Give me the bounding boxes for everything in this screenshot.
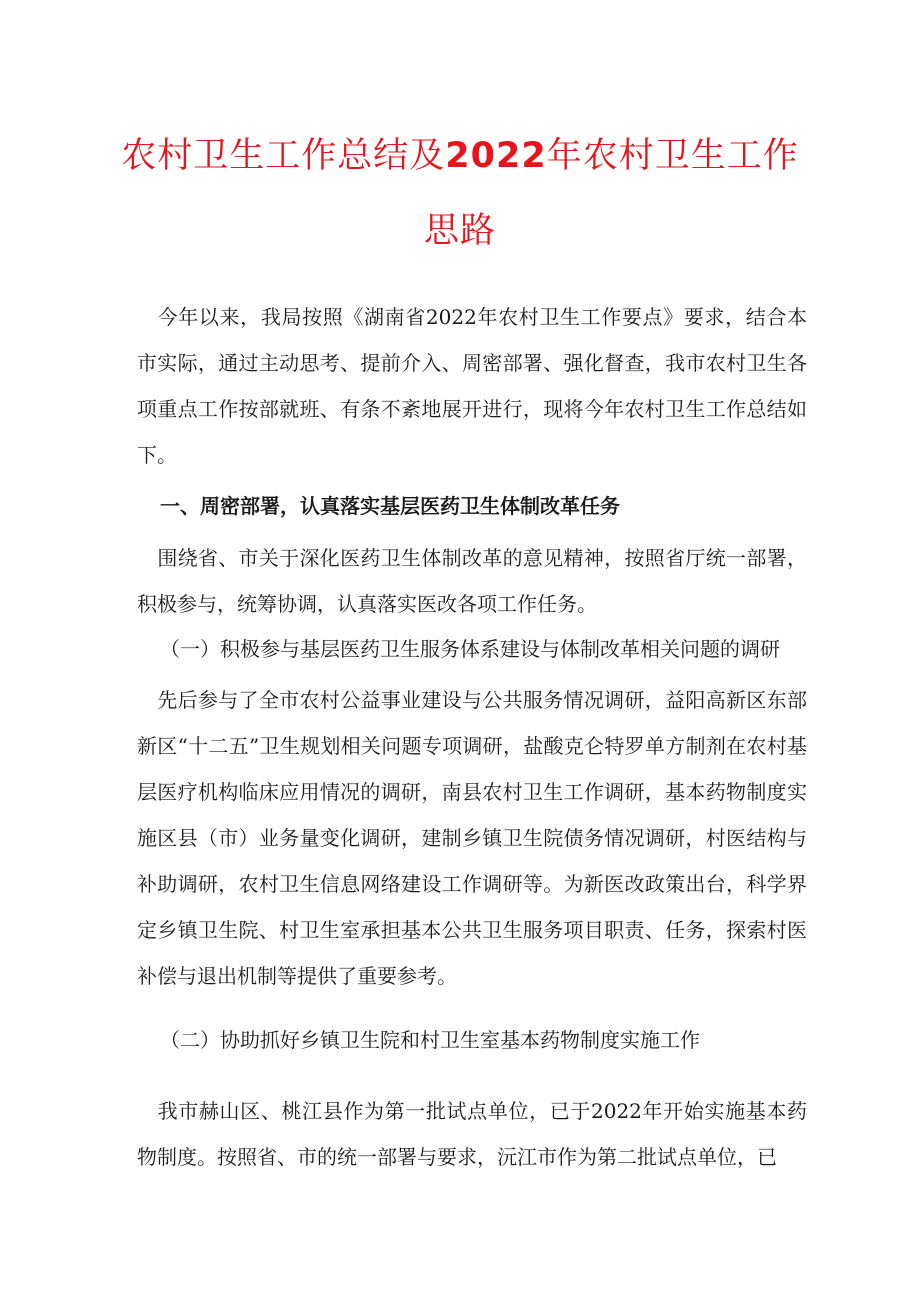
- intro-text: 今年以来，我局按照《湖南省2022年农村卫生工作要点》要求，结合本市实际，通过主动思考、提前介入、周密部署、强化督查，我市农村卫生各项重点工作按部就班、有条不紊地展开进行，现将今年农村卫生工作总结如下。: [137, 305, 807, 467]
- document-title-line-2: 思路: [423, 211, 496, 251]
- intro-paragraph: [137, 294, 807, 478]
- subsection-1-heading: （一）积极参与基层医药卫生服务体系建设与体制改革相关问题的调研: [160, 637, 780, 661]
- section-1-heading: 一、周密部署，认真落实基层医药卫生体制改革任务: [160, 494, 620, 518]
- subsection-2-paragraph: [137, 1088, 807, 1180]
- section-1-paragraph: [137, 535, 807, 627]
- subsection-2-text: 我市赫山区、桃江县作为第一批试点单位，已于2022年开始实施基本药物制度。按照省、市的统一部署与要求，沅江市作为第二批试点单位，已: [137, 1099, 807, 1169]
- subsection-1-text: 先后参与了全市农村公益事业建设与公共服务情况调研，益阳高新区东部新区“十二五”卫生规划相关问题专项调研，盐酸克仑特罗单方制剂在农村基层医疗机构临床应用情况的调研，南县农村卫生工作调研，基本药物制度实施区县（市）业务量变化调研，建制乡镇卫生院债务情况调研，村医结构与补助调研，农村卫生信息网络建设工作调研等。为新医改政策出台，科学界定乡镇卫生院、村卫生室承担基本公共卫生服务项目职责、任务，探索村医补偿与退出机制等提供了重要参考。: [137, 688, 807, 988]
- document-title-line-1: [0, 128, 920, 178]
- title-year: 2022: [445, 136, 547, 176]
- subsection-2-heading: （二）协助抓好乡镇卫生院和村卫生室基本药物制度实施工作: [160, 1028, 700, 1052]
- subsection-1-paragraph: [137, 677, 807, 999]
- title-text-pre: 农村卫生工作总结及: [121, 136, 446, 176]
- title-text-post: 年农村卫生工作: [546, 136, 799, 176]
- section-1-text: 围绕省、市关于深化医药卫生体制改革的意见精神，按照省厅统一部署，积极参与，统筹协调，认真落实医改各项工作任务。: [137, 546, 807, 616]
